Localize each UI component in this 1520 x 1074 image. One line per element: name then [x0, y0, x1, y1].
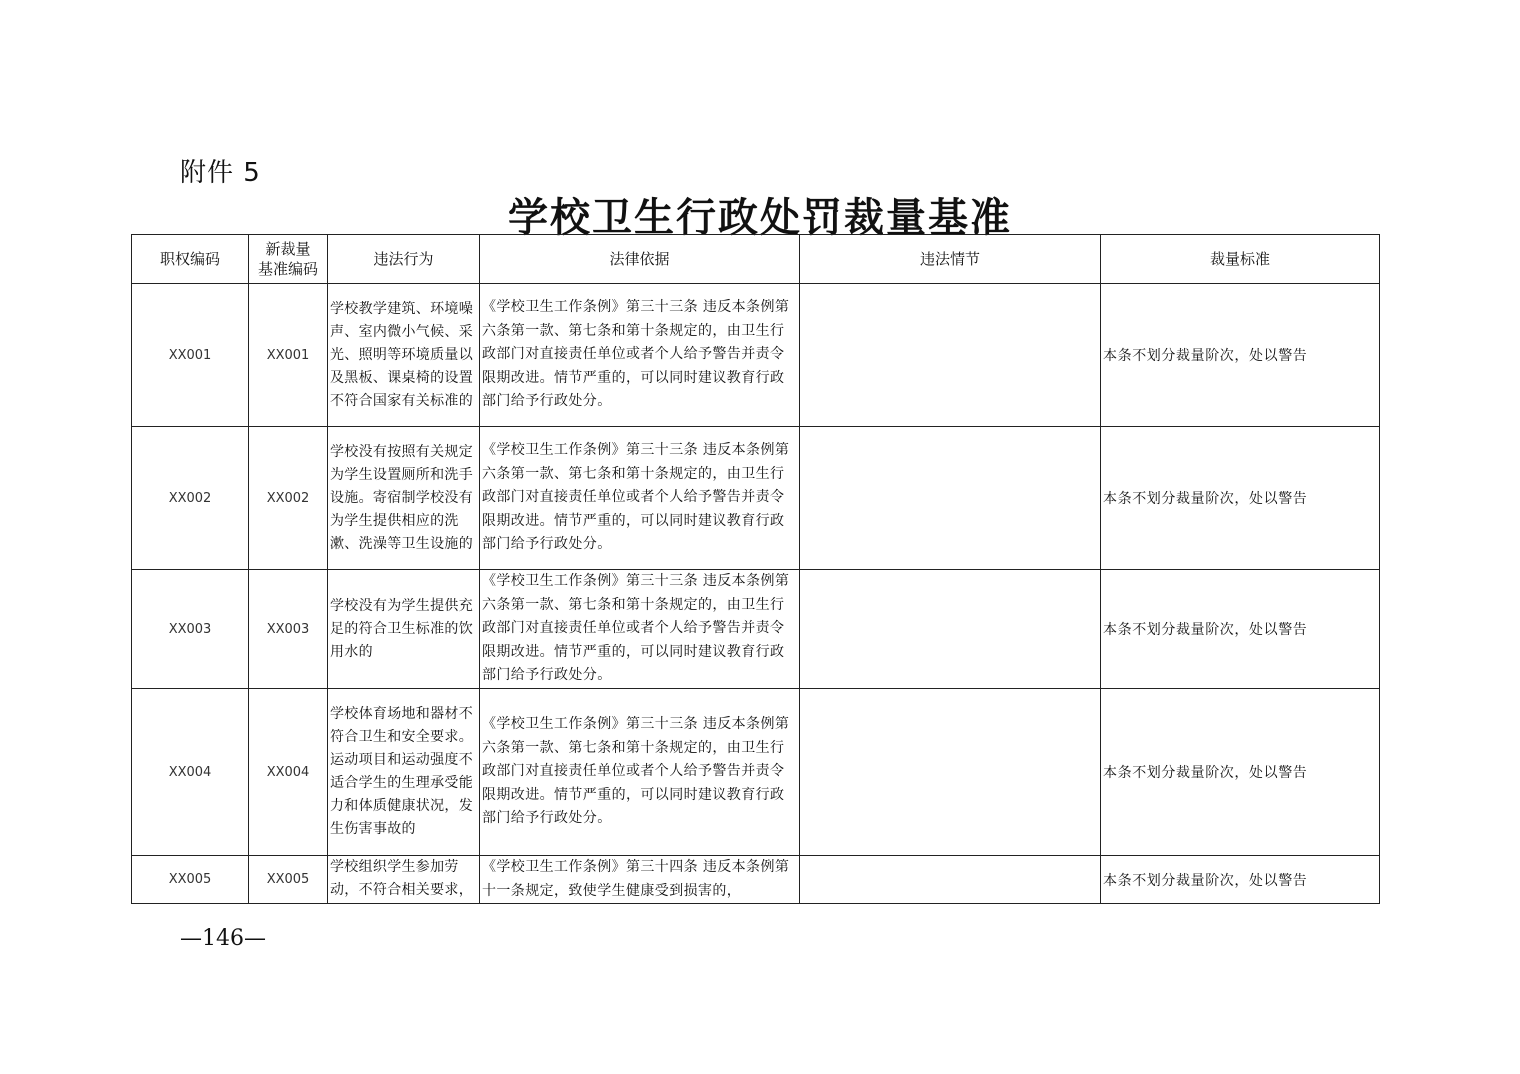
authority-code-cell: XX003: [132, 570, 249, 689]
violation-cell: 学校体育场地和器材不符合卫生和安全要求。运动项目和运动强度不适合学生的生理承受能力和体质健康状况，发生伤害事故的: [328, 689, 480, 856]
header-legal-basis: 法律依据: [480, 235, 800, 284]
violation-cell: 学校没有为学生提供充足的符合卫生标准的饮用水的: [328, 570, 480, 689]
circumstance-cell: [800, 689, 1101, 856]
violation-cell: 学校组织学生参加劳动，不符合相关要求，: [328, 856, 480, 904]
table-row: [132, 427, 1380, 570]
attachment-label: 附件 5: [180, 158, 261, 188]
new-code-cell: XX004: [249, 689, 328, 856]
authority-code-cell: XX002: [132, 427, 249, 570]
violation-cell: 学校没有按照有关规定为学生设置厕所和洗手设施。寄宿制学校没有为学生提供相应的洗漱、洗澡等卫生设施的: [328, 427, 480, 570]
standard-cell: 本条不划分裁量阶次，处以警告: [1101, 284, 1380, 427]
legal-basis-cell: 《学校卫生工作条例》第三十三条 违反本条例第六条第一款、第七条和第十条规定的，由卫生行政部门对直接责任单位或者个人给予警告并责令限期改进。情节严重的，可以同时建议教育行政部门给予行政处分。: [480, 427, 800, 570]
standard-cell: 本条不划分裁量阶次，处以警告: [1101, 689, 1380, 856]
new-code-cell: XX002: [249, 427, 328, 570]
legal-basis-cell: 《学校卫生工作条例》第三十三条 违反本条例第六条第一款、第七条和第十条规定的，由卫生行政部门对直接责任单位或者个人给予警告并责令限期改进。情节严重的，可以同时建议教育行政部门给予行政处分。: [480, 570, 800, 689]
new-code-cell: XX001: [249, 284, 328, 427]
circumstance-cell: [800, 570, 1101, 689]
authority-code-cell: XX004: [132, 689, 249, 856]
circumstance-cell: [800, 427, 1101, 570]
page-number: —146—: [180, 926, 266, 951]
header-violation: 违法行为: [328, 235, 480, 284]
standard-cell: 本条不划分裁量阶次，处以警告: [1101, 570, 1380, 689]
standard-cell: 本条不划分裁量阶次，处以警告: [1101, 856, 1380, 904]
authority-code-cell: XX005: [132, 856, 249, 904]
header-authority-code: 职权编码: [132, 235, 249, 284]
header-new-code-line1: 新裁量: [265, 240, 311, 258]
header-standard: 裁量标准: [1101, 235, 1380, 284]
legal-basis-cell: 《学校卫生工作条例》第三十三条 违反本条例第六条第一款、第七条和第十条规定的，由卫生行政部门对直接责任单位或者个人给予警告并责令限期改进。情节严重的，可以同时建议教育行政部门给予行政处分。: [480, 284, 800, 427]
table-row: [132, 856, 1380, 904]
circumstance-cell: [800, 284, 1101, 427]
new-code-cell: XX003: [249, 570, 328, 689]
circumstance-cell: [800, 856, 1101, 904]
header-new-code: [249, 235, 328, 284]
violation-cell: 学校教学建筑、环境噪声、室内微小气候、采光、照明等环境质量以及黑板、课桌椅的设置不符合国家有关标准的: [328, 284, 480, 427]
header-circumstance: 违法情节: [800, 235, 1101, 284]
document-title: 学校卫生行政处罚裁量基准: [508, 194, 1012, 241]
table-row: [132, 570, 1380, 689]
legal-basis-cell: 《学校卫生工作条例》第三十四条 违反本条例第十一条规定，致使学生健康受到损害的，: [480, 856, 800, 904]
legal-basis-cell: 《学校卫生工作条例》第三十三条 违反本条例第六条第一款、第七条和第十条规定的，由卫生行政部门对直接责任单位或者个人给予警告并责令限期改进。情节严重的，可以同时建议教育行政部门给予行政处分。: [480, 689, 800, 856]
table-row: [132, 284, 1380, 427]
standard-cell: 本条不划分裁量阶次，处以警告: [1101, 427, 1380, 570]
table-row: [132, 689, 1380, 856]
header-new-code-line2: 基准编码: [257, 260, 318, 278]
table-header-row: [132, 235, 1380, 284]
new-code-cell: XX005: [249, 856, 328, 904]
authority-code-cell: XX001: [132, 284, 249, 427]
discretion-standards-table: [131, 234, 1380, 904]
